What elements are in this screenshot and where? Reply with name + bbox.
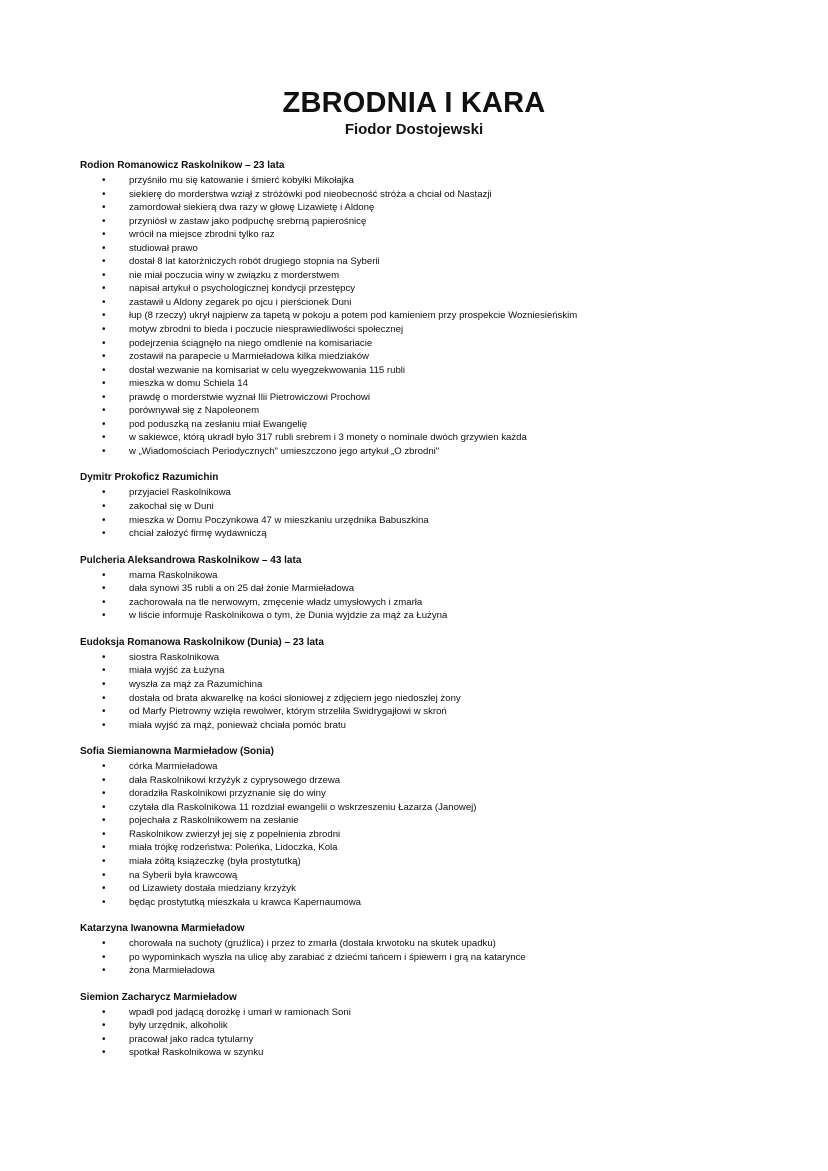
list-item-text: studiował prawo [129, 242, 198, 254]
bullet-icon: • [102, 391, 106, 403]
section-heading: Rodion Romanowicz Raskolnikow – 23 lata [80, 160, 285, 171]
list-item [80, 296, 780, 310]
character-section [80, 470, 780, 540]
bullet-icon: • [102, 501, 106, 513]
list-item-text: przyjaciel Raskolnikowa [129, 487, 231, 499]
list-item [80, 404, 780, 418]
bullet-icon: • [102, 528, 106, 540]
bullet-icon: • [102, 337, 106, 349]
list-item-text: chorowała na suchoty (gruźlica) i przez to zmarła (dostała krwotoku na skutek upadku) [129, 938, 496, 950]
list-item [80, 377, 780, 391]
list-item [80, 1019, 780, 1033]
bullet-icon: • [102, 583, 106, 595]
list-item-text: spotkał Raskolnikowa w szynku [129, 1047, 264, 1059]
list-item [80, 188, 780, 202]
bullet-icon: • [102, 175, 106, 186]
list-item [80, 269, 780, 283]
character-section [80, 553, 780, 623]
bullet-icon: • [102, 242, 106, 254]
list-item [80, 678, 780, 692]
list-item [80, 364, 780, 378]
bullet-icon: • [102, 514, 106, 526]
bullet-icon: • [102, 855, 106, 867]
list-item [80, 719, 780, 733]
bullet-icon: • [102, 965, 106, 977]
bullet-icon: • [102, 487, 106, 499]
bullet-icon: • [102, 215, 106, 227]
bullet-icon: • [102, 788, 106, 800]
bullet-icon: • [102, 706, 106, 718]
list-item-text: pracował jako radca tytularny [129, 1033, 254, 1045]
list-item-text: miała żółtą książeczkę (była prostytutką) [129, 855, 301, 867]
list-item [80, 828, 780, 842]
list-item [80, 500, 780, 514]
list-item-text: porównywał się z Napoleonem [129, 405, 260, 417]
list-item-text: czytała dla Raskolnikowa 11 rozdział ewangelii o wskrzeszeniu Łazarza (Janowej) [129, 801, 477, 813]
bullet-icon: • [102, 801, 106, 813]
bullet-icon: • [102, 351, 106, 363]
section-heading: Eudoksja Romanowa Raskolnikow (Dunia) – 23 lata [80, 636, 324, 648]
list-item-text: żona Marmieładowa [129, 965, 215, 977]
bullet-icon: • [102, 651, 106, 663]
list-item [80, 1046, 780, 1060]
list-item [80, 951, 780, 965]
list-item-text: zakochał się w Duni [129, 501, 214, 513]
bullet-icon: • [102, 938, 106, 950]
list-item-text: na Syberii była krawcową [129, 869, 238, 881]
bullet-icon: • [102, 896, 106, 908]
bullet-icon: • [102, 883, 106, 895]
bullet-icon: • [102, 364, 106, 376]
bullet-icon: • [102, 951, 106, 963]
bullet-icon: • [102, 774, 106, 786]
list-item-text: miała trójkę rodzeństwa: Poleńka, Lidoczka, Kola [129, 842, 338, 854]
list-item-text: wrócił na miejsce zbrodni tylko raz [129, 229, 275, 241]
list-item [80, 350, 780, 364]
character-section [80, 158, 780, 458]
section-heading: Katarzyna Iwanowna Marmieładow [80, 923, 245, 935]
list-item [80, 201, 780, 215]
list-item-text: dostał wezwanie na komisariat w celu wyegzekwowania 115 rubli [129, 364, 406, 376]
list-item-text: miała wyjść za mąż, ponieważ chciała pomóc bratu [129, 719, 347, 731]
list-item [80, 651, 780, 665]
bullet-icon: • [102, 828, 106, 840]
list-item [80, 391, 780, 405]
bullet-list [80, 1006, 780, 1060]
list-item-text: w sakiewce, którą ukradł było 317 rubli srebrem i 3 monety o nominale dwóch grzywien każda [129, 432, 527, 444]
bullet-icon: • [102, 269, 106, 281]
list-item-text: pojechała z Raskolnikowem na zesłanie [129, 815, 299, 827]
list-item [80, 228, 780, 242]
list-item [80, 486, 780, 500]
bullet-icon: • [102, 283, 106, 295]
list-item [80, 882, 780, 896]
list-item-text: zostawił na parapecie u Marmieładowa kilka miedziaków [129, 351, 369, 363]
bullet-icon: • [102, 405, 106, 417]
bullet-icon: • [102, 256, 106, 268]
list-item [80, 814, 780, 828]
list-item [80, 609, 780, 623]
list-item-text: zachorowała na tle nerwowym, zmęcenie władz umysłowych i zmarła [129, 596, 423, 608]
bullet-icon: • [102, 324, 106, 336]
list-item-text: córka Marmieładowa [129, 761, 218, 773]
list-item [80, 774, 780, 788]
list-item [80, 1033, 780, 1047]
section-heading: Pulcheria Aleksandrowa Raskolnikow – 43 lata [80, 554, 302, 566]
bullet-list [80, 651, 780, 732]
list-item [80, 431, 780, 445]
list-item [80, 855, 780, 869]
bullet-list [80, 760, 780, 909]
bullet-icon: • [102, 202, 106, 214]
list-item-text: zastawił u Aldony zegarek po ojcu i pierścionek Duni [129, 296, 352, 308]
list-item-text: dostał 8 lat katorżniczych robót drugiego stopnia na Syberii [129, 256, 380, 268]
bullet-icon: • [102, 665, 106, 677]
list-item-text: siostra Raskolnikowa [129, 651, 220, 663]
list-item [80, 1006, 780, 1020]
bullet-list [80, 174, 780, 458]
list-item [80, 174, 780, 188]
list-item [80, 705, 780, 719]
list-item-text: prawdę o morderstwie wyznał Ilii Pietrowiczowi Prochowi [129, 391, 370, 403]
list-item [80, 569, 780, 583]
list-item-text: chciał założyć firmę wydawniczą [129, 528, 267, 540]
list-item-text: mama Raskolnikowa [129, 569, 218, 581]
list-item-text: podejrzenia ściągnęło na niego omdlenie na komisariacie [129, 337, 373, 349]
bullet-icon: • [102, 842, 106, 854]
list-item [80, 841, 780, 855]
list-item [80, 215, 780, 229]
list-item [80, 309, 780, 323]
document-content [80, 158, 780, 1072]
list-item [80, 527, 780, 541]
list-item-text: od Lizawiety dostała miedziany krzyżyk [129, 883, 296, 895]
list-item-text: Raskolnikow zwierzył jej się z popełnienia zbrodni [129, 828, 341, 840]
list-item [80, 760, 780, 774]
bullet-icon: • [102, 1006, 106, 1018]
bullet-list [80, 937, 780, 978]
bullet-icon: • [102, 1020, 106, 1032]
list-item [80, 282, 780, 296]
list-item-text: będąc prostytutką mieszkała u krawca Kapernaumowa [129, 896, 361, 908]
list-item [80, 787, 780, 801]
bullet-icon: • [102, 418, 106, 430]
list-item [80, 514, 780, 528]
character-section [80, 990, 780, 1060]
bullet-icon: • [102, 692, 106, 704]
bullet-icon: • [102, 296, 106, 308]
bullet-icon: • [102, 378, 106, 390]
page-title: ZBRODNIA I KARA [282, 87, 546, 119]
list-item [80, 255, 780, 269]
bullet-icon: • [102, 229, 106, 241]
list-item-text: nie miał poczucia winy w związku z morderstwem [129, 269, 340, 281]
list-item-text: wyszła za mąż za Razumichina [129, 678, 263, 690]
list-item-text: miała wyjść za Łużyna [129, 665, 225, 677]
list-item-text: przyśniło mu się katowanie i śmierć kobyłki Mikołajka [129, 175, 354, 186]
list-item [80, 964, 780, 978]
section-heading: Siemion Zacharycz Marmieładow [80, 991, 237, 1003]
bullet-icon: • [102, 596, 106, 608]
bullet-icon: • [102, 188, 106, 200]
section-heading: Dymitr Prokoficz Razumichin [80, 472, 219, 484]
bullet-icon: • [102, 815, 106, 827]
list-item-text: dostała od brata akwarelkę na kości słoniowej z zdjęciem jego niedoszłej żony [129, 692, 461, 704]
bullet-icon: • [102, 310, 106, 322]
list-item [80, 337, 780, 351]
list-item [80, 896, 780, 910]
character-section [80, 744, 780, 909]
list-item-text: mieszka w Domu Poczynkowa 47 w mieszkaniu urzędnika Babuszkina [129, 514, 429, 526]
list-item [80, 582, 780, 596]
bullet-icon: • [102, 569, 106, 581]
list-item-text: napisał artykuł o psychologicznej kondycji przestępcy [129, 283, 356, 295]
bullet-icon: • [102, 678, 106, 690]
list-item [80, 869, 780, 883]
character-section [80, 921, 780, 978]
list-item-text: zamordował siekierą dwa razy w głowę Lizawietę i Aldonę [129, 202, 375, 214]
bullet-list [80, 569, 780, 623]
list-item [80, 596, 780, 610]
list-item [80, 937, 780, 951]
list-item-text: od Marfy Pietrowny wzięła rewolwer, którym strzeliła Swidrygajłowi w skroń [129, 706, 447, 718]
list-item-text: były urzędnik, alkoholik [129, 1020, 228, 1032]
bullet-icon: • [102, 1047, 106, 1059]
author-subtitle: Fiodor Dostojewski [344, 121, 484, 138]
bullet-icon: • [102, 445, 106, 457]
list-item-text: łup (8 rzeczy) ukrył najpierw za tapetą w pokoju a potem pod kamieniem przy prospekcie Wozniesieńskim [129, 310, 578, 322]
bullet-list [80, 486, 780, 540]
list-item-text: mieszka w domu Schiela 14 [129, 378, 248, 390]
section-heading: Sofia Siemianowna Marmieładow (Sonia) [80, 746, 274, 758]
character-section [80, 635, 780, 732]
list-item-text: siekierę do morderstwa wziął z stróżówki pod nieobecność stróża a chciał od Nastazji [129, 188, 492, 200]
list-item [80, 445, 780, 459]
list-item [80, 242, 780, 256]
list-item-text: dała synowi 35 rubli a on 25 dał żonie Marmieładowa [129, 583, 355, 595]
bullet-icon: • [102, 610, 106, 622]
list-item-text: motyw zbrodni to bieda i poczucie niesprawiedliwości społecznej [129, 324, 404, 336]
list-item-text: w „Wiadomościach Periodycznych" umieszczono jego artykuł „O zbrodni" [129, 445, 440, 457]
bullet-icon: • [102, 432, 106, 444]
list-item-text: przyniósł w zastaw jako podpuchę srebrną papierośnicę [129, 215, 367, 227]
list-item-text: pod poduszką na zesłaniu miał Ewangelię [129, 418, 308, 430]
list-item-text: doradziła Raskolnikowi przyznanie się do winy [129, 788, 326, 800]
bullet-icon: • [102, 761, 106, 773]
list-item [80, 418, 780, 432]
list-item-text: dała Raskolnikowi krzyżyk z cyprysowego drzewa [129, 774, 341, 786]
bullet-icon: • [102, 1033, 106, 1045]
list-item [80, 692, 780, 706]
list-item-text: wpadł pod jadącą dorożkę i umarł w ramionach Soni [129, 1006, 351, 1018]
list-item [80, 664, 780, 678]
bullet-icon: • [102, 869, 106, 881]
list-item [80, 323, 780, 337]
list-item-text: w liście informuje Raskolnikowa o tym, że Dunia wyjdzie za mąż za Łużyna [129, 610, 448, 622]
list-item-text: po wypominkach wyszła na ulicę aby zarabiać z dziećmi tańcem i śpiewem i grą na katarynce [129, 951, 526, 963]
bullet-icon: • [102, 719, 106, 731]
list-item [80, 801, 780, 815]
